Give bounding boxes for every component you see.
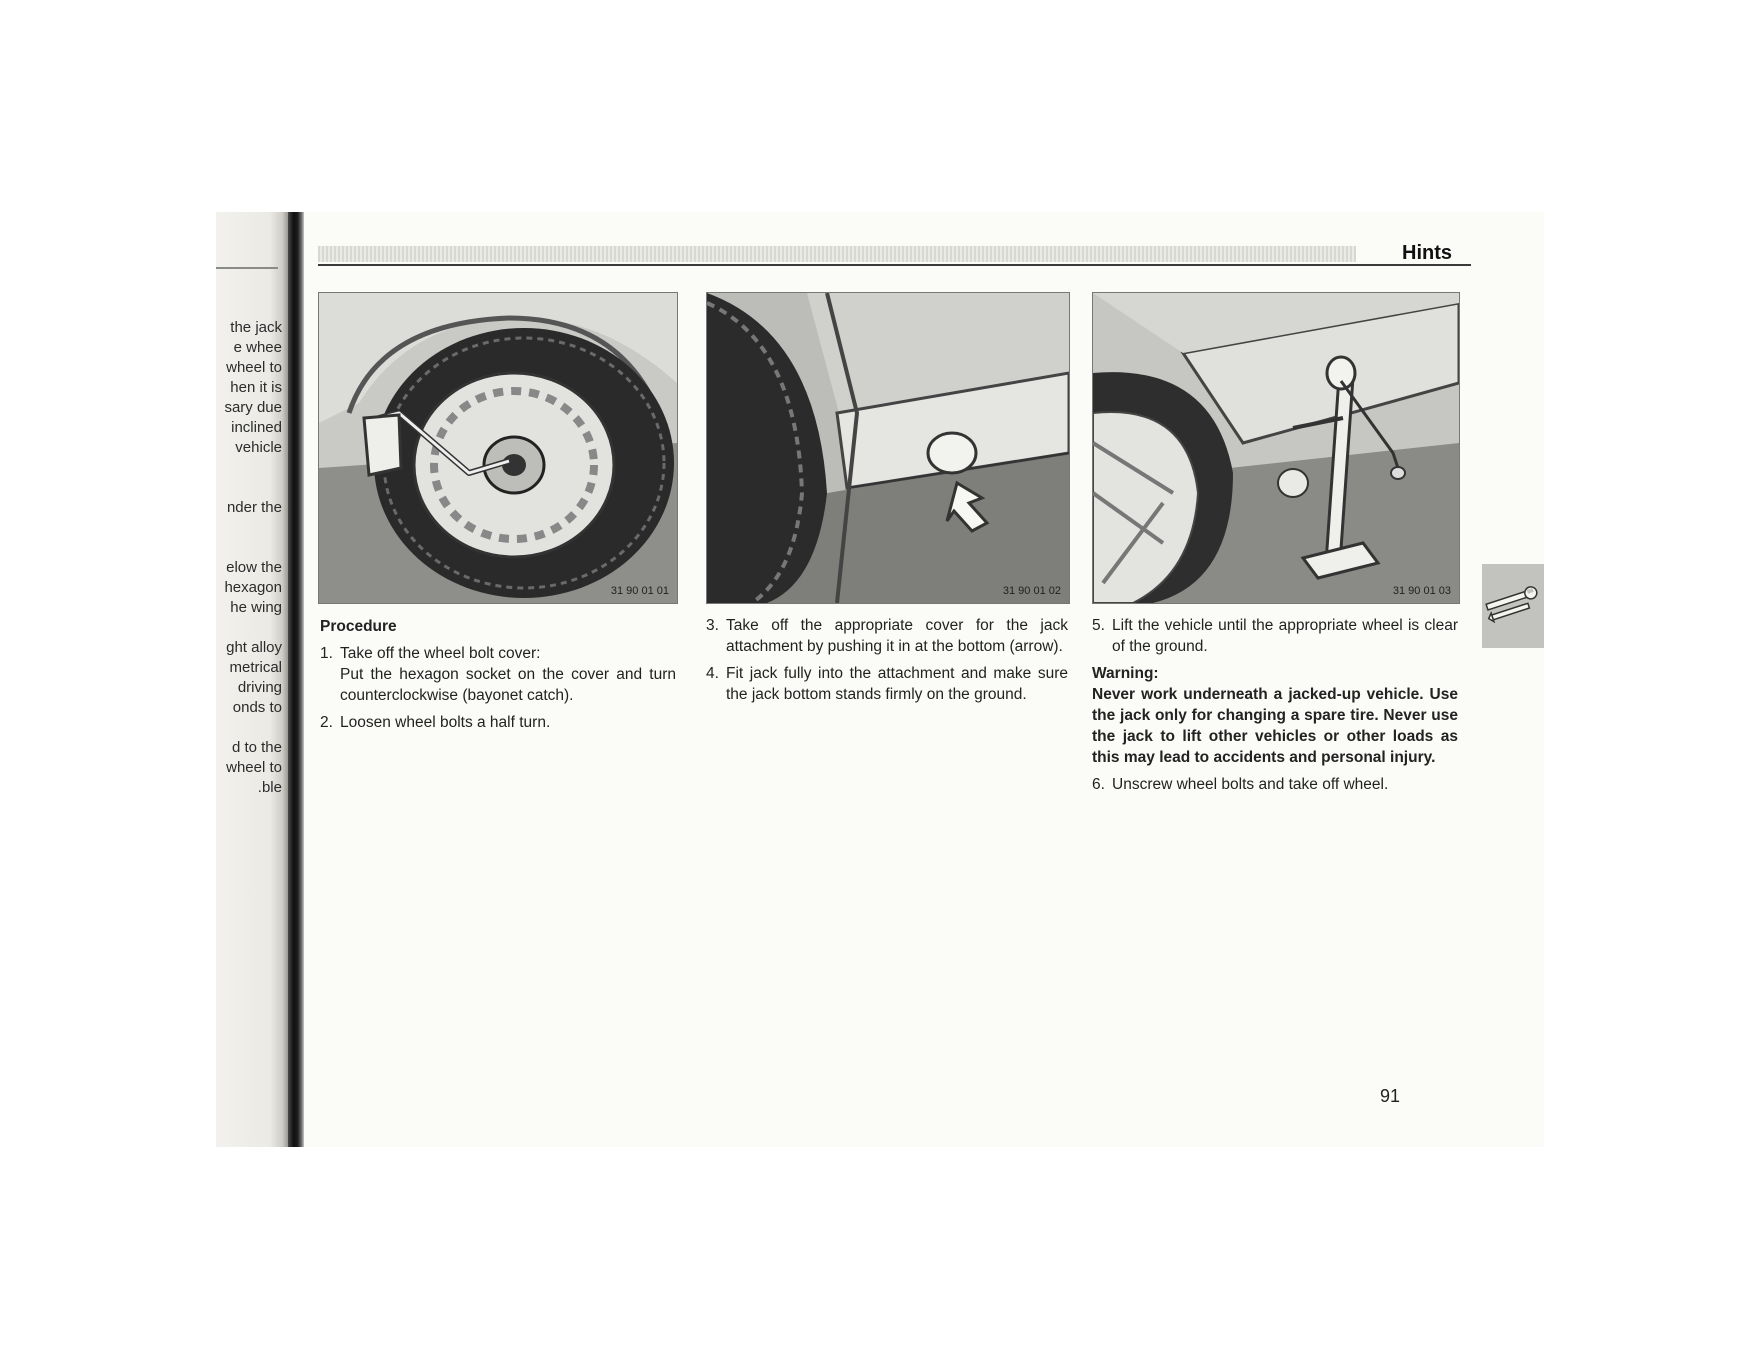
prev-line: sary due xyxy=(224,399,282,416)
step-2 xyxy=(320,712,676,733)
prev-line: inclined xyxy=(231,419,282,436)
column-jack-steps xyxy=(706,615,1068,711)
warning-label: Warning: xyxy=(1092,665,1159,682)
prev-line: he wing xyxy=(230,599,282,616)
figure-code: 31 90 01 03 xyxy=(1392,585,1451,597)
step-number: 2. xyxy=(320,714,333,731)
prev-line: hexagon xyxy=(224,579,282,596)
procedure-heading: Procedure xyxy=(320,618,397,635)
step-text: Loosen wheel bolts a half turn. xyxy=(340,714,551,731)
step-number: 3. xyxy=(706,617,719,634)
prev-line: d to the xyxy=(231,739,282,756)
figure-code: 31 90 01 01 xyxy=(610,585,669,597)
scanned-spread xyxy=(216,212,1544,1147)
prev-line: hen it is xyxy=(230,379,282,396)
step-text: Fit jack fully into the attachment and make sure the jack bottom stands firmly on the ground. xyxy=(726,665,1068,703)
manual-page xyxy=(304,212,1544,1147)
prev-line: metrical xyxy=(229,659,282,676)
step-3 xyxy=(706,615,1068,657)
step-6 xyxy=(1092,774,1458,795)
column-lift-steps xyxy=(1092,615,1458,801)
previous-page-edge xyxy=(216,212,288,1147)
step-5 xyxy=(1092,615,1458,657)
warning-text: Never work underneath a jacked-up vehicle. Use the jack only for changing a spare tire. Never use the jack to lift other vehicles or other loads as this may lead to accidents and personal injury. xyxy=(1092,686,1458,766)
column-procedure xyxy=(320,616,676,739)
previous-page-text xyxy=(216,318,286,798)
prev-line: driving xyxy=(237,679,282,696)
prev-line: wheel to xyxy=(226,359,282,376)
page-number: 91 xyxy=(1380,1086,1401,1106)
prev-line-gap xyxy=(216,618,286,638)
step-4 xyxy=(706,663,1068,705)
prev-line-gap xyxy=(216,458,286,478)
step-text: Take off the wheel bolt cover: xyxy=(340,645,541,662)
prev-line: vehicle xyxy=(235,439,282,456)
section-title: Hints xyxy=(1402,242,1452,264)
prev-line: onds to xyxy=(232,699,282,716)
wrench-tools-icon xyxy=(1482,564,1544,648)
prev-line-gap xyxy=(216,718,286,738)
jack-attachment-cover-illustration xyxy=(707,293,1069,603)
wheel-bolt-cover-removal-illustration xyxy=(319,293,677,603)
header-band xyxy=(318,246,1356,262)
section-tab xyxy=(1482,564,1544,648)
step-text: Unscrew wheel bolts and take off wheel. xyxy=(1112,776,1389,793)
prev-line: ght alloy xyxy=(226,639,282,656)
book-spine xyxy=(288,212,304,1147)
jack-lifting-vehicle-illustration xyxy=(1093,293,1459,603)
figure-wheel-bolt-cover xyxy=(318,292,678,604)
prev-line-gap xyxy=(216,478,286,498)
figure-jack-lifting xyxy=(1092,292,1460,604)
prev-line: ble. xyxy=(257,779,282,796)
header-rule xyxy=(318,264,1471,266)
previous-page-rule xyxy=(216,267,278,269)
prev-line: e whee xyxy=(233,339,282,356)
prev-line: the jack xyxy=(230,319,282,336)
step-number: 6. xyxy=(1092,776,1105,793)
prev-line: elow the xyxy=(226,559,282,576)
step-text: Take off the appropriate cover for the jack attachment by pushing it in at the bottom (arrow). xyxy=(726,617,1068,655)
prev-line: nder the xyxy=(226,499,282,516)
prev-line: wheel to xyxy=(226,759,282,776)
step-text: Lift the vehicle until the appropriate wheel is clear of the ground. xyxy=(1112,617,1458,655)
prev-line-gap xyxy=(216,518,286,538)
step-number: 1. xyxy=(320,645,333,662)
step-1 xyxy=(320,643,676,664)
prev-line-gap xyxy=(216,538,286,558)
step-number: 5. xyxy=(1092,617,1105,634)
step-number: 4. xyxy=(706,665,719,682)
figure-jack-attachment xyxy=(706,292,1070,604)
figure-code: 31 90 01 02 xyxy=(1002,585,1061,597)
step-1-detail: Put the hexagon socket on the cover and turn counterclockwise (bayonet catch). xyxy=(340,666,676,704)
